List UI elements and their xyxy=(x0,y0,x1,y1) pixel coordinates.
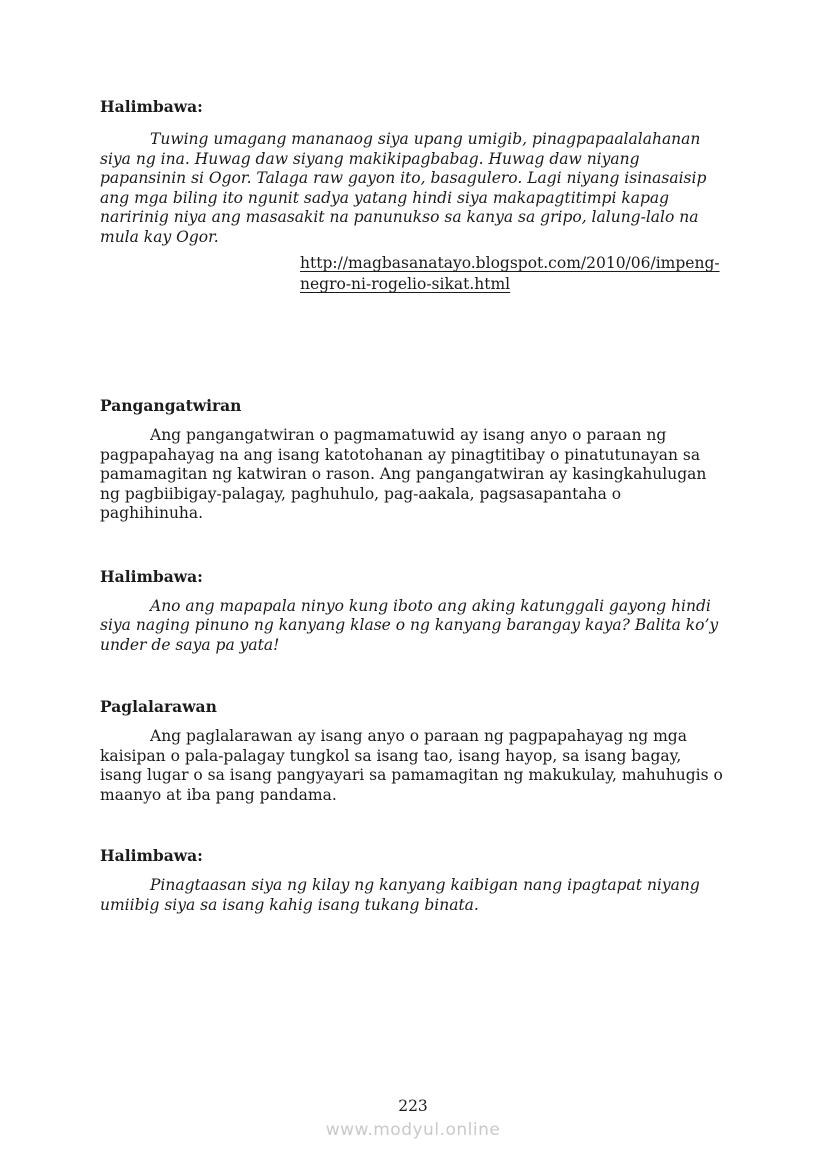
example-paglalarawan-paragraph: Pinagtaasan siya ng kilay ng kanyang kaibigan nang ipagtapat niyang umiibig siya sa isang kahig isang tukang binata. xyxy=(100,876,700,914)
paglalarawan-heading: Paglalarawan xyxy=(100,697,217,716)
halimbawa-heading-2: Halimbawa: xyxy=(100,566,203,586)
pangangatwiran-heading: Pangangatwiran xyxy=(100,396,242,415)
source-link-line-2[interactable]: negro-ni-rogelio-sikat.html xyxy=(300,275,511,293)
halimbawa-heading-1: Halimbawa: xyxy=(100,97,203,116)
example-pangangatwiran-paragraph: Ano ang mapapala ninyo kung iboto ang aking katunggali gayong hindi siya naging pinuno ng kanyang klase o ng kanyang barangay kaya? Balita ko’y under de saya pa yata! xyxy=(100,596,719,654)
pangangatwiran-paragraph: Ang pangangatwiran o pagmamatuwid ay isang anyo o paraan ng pagpapahayag na ang isang katotohanan ay pinagtitibay o pinatutunayan sa pamamagitan ng katwiran o rason. Ang pangangatwiran ay kasingkahulugan ng pagbiibigay-palagay, paghuhulo, pag-aakala, pagsasapantaha o paghihinuha. xyxy=(100,426,707,522)
paglalarawan-paragraph: Ang paglalarawan ay isang anyo o paraan ng pagpapahayag ng mga kaisipan o pala-palagay tungkol sa isang tao, isang hayop, sa isang bagay, isang lugar o sa isang pangyayari sa pamamagitan ng makukulay, mahuhugis o maanyo at iba pang pandama. xyxy=(100,727,723,804)
source-link-line-1[interactable]: http://magbasanatayo.blogspot.com/2010/06/impeng- xyxy=(300,254,720,272)
example-impeng-negro-paragraph: Tuwing umagang mananaog siya upang umigib, pinagpapaalalahanan siya ng ina. Huwag daw siyang makikipagbabag. Huwag daw niyang papansinin si Ogor. Talaga raw gayon ito, basagulero. Lagi niyang isinasaisip ang mga biling ito ngunit sadya yatang hindi siya makapagtitimpi kapag naririnig niya ang masasakit na panunukso sa kanya sa gripo, lalung-lalo na mula kay Ogor. xyxy=(100,130,707,246)
source-link[interactable] xyxy=(300,253,726,295)
watermark: www.modyul.online xyxy=(325,1120,501,1140)
halimbawa-heading-3: Halimbawa: xyxy=(100,846,203,865)
page-number: 223 xyxy=(398,1097,428,1115)
